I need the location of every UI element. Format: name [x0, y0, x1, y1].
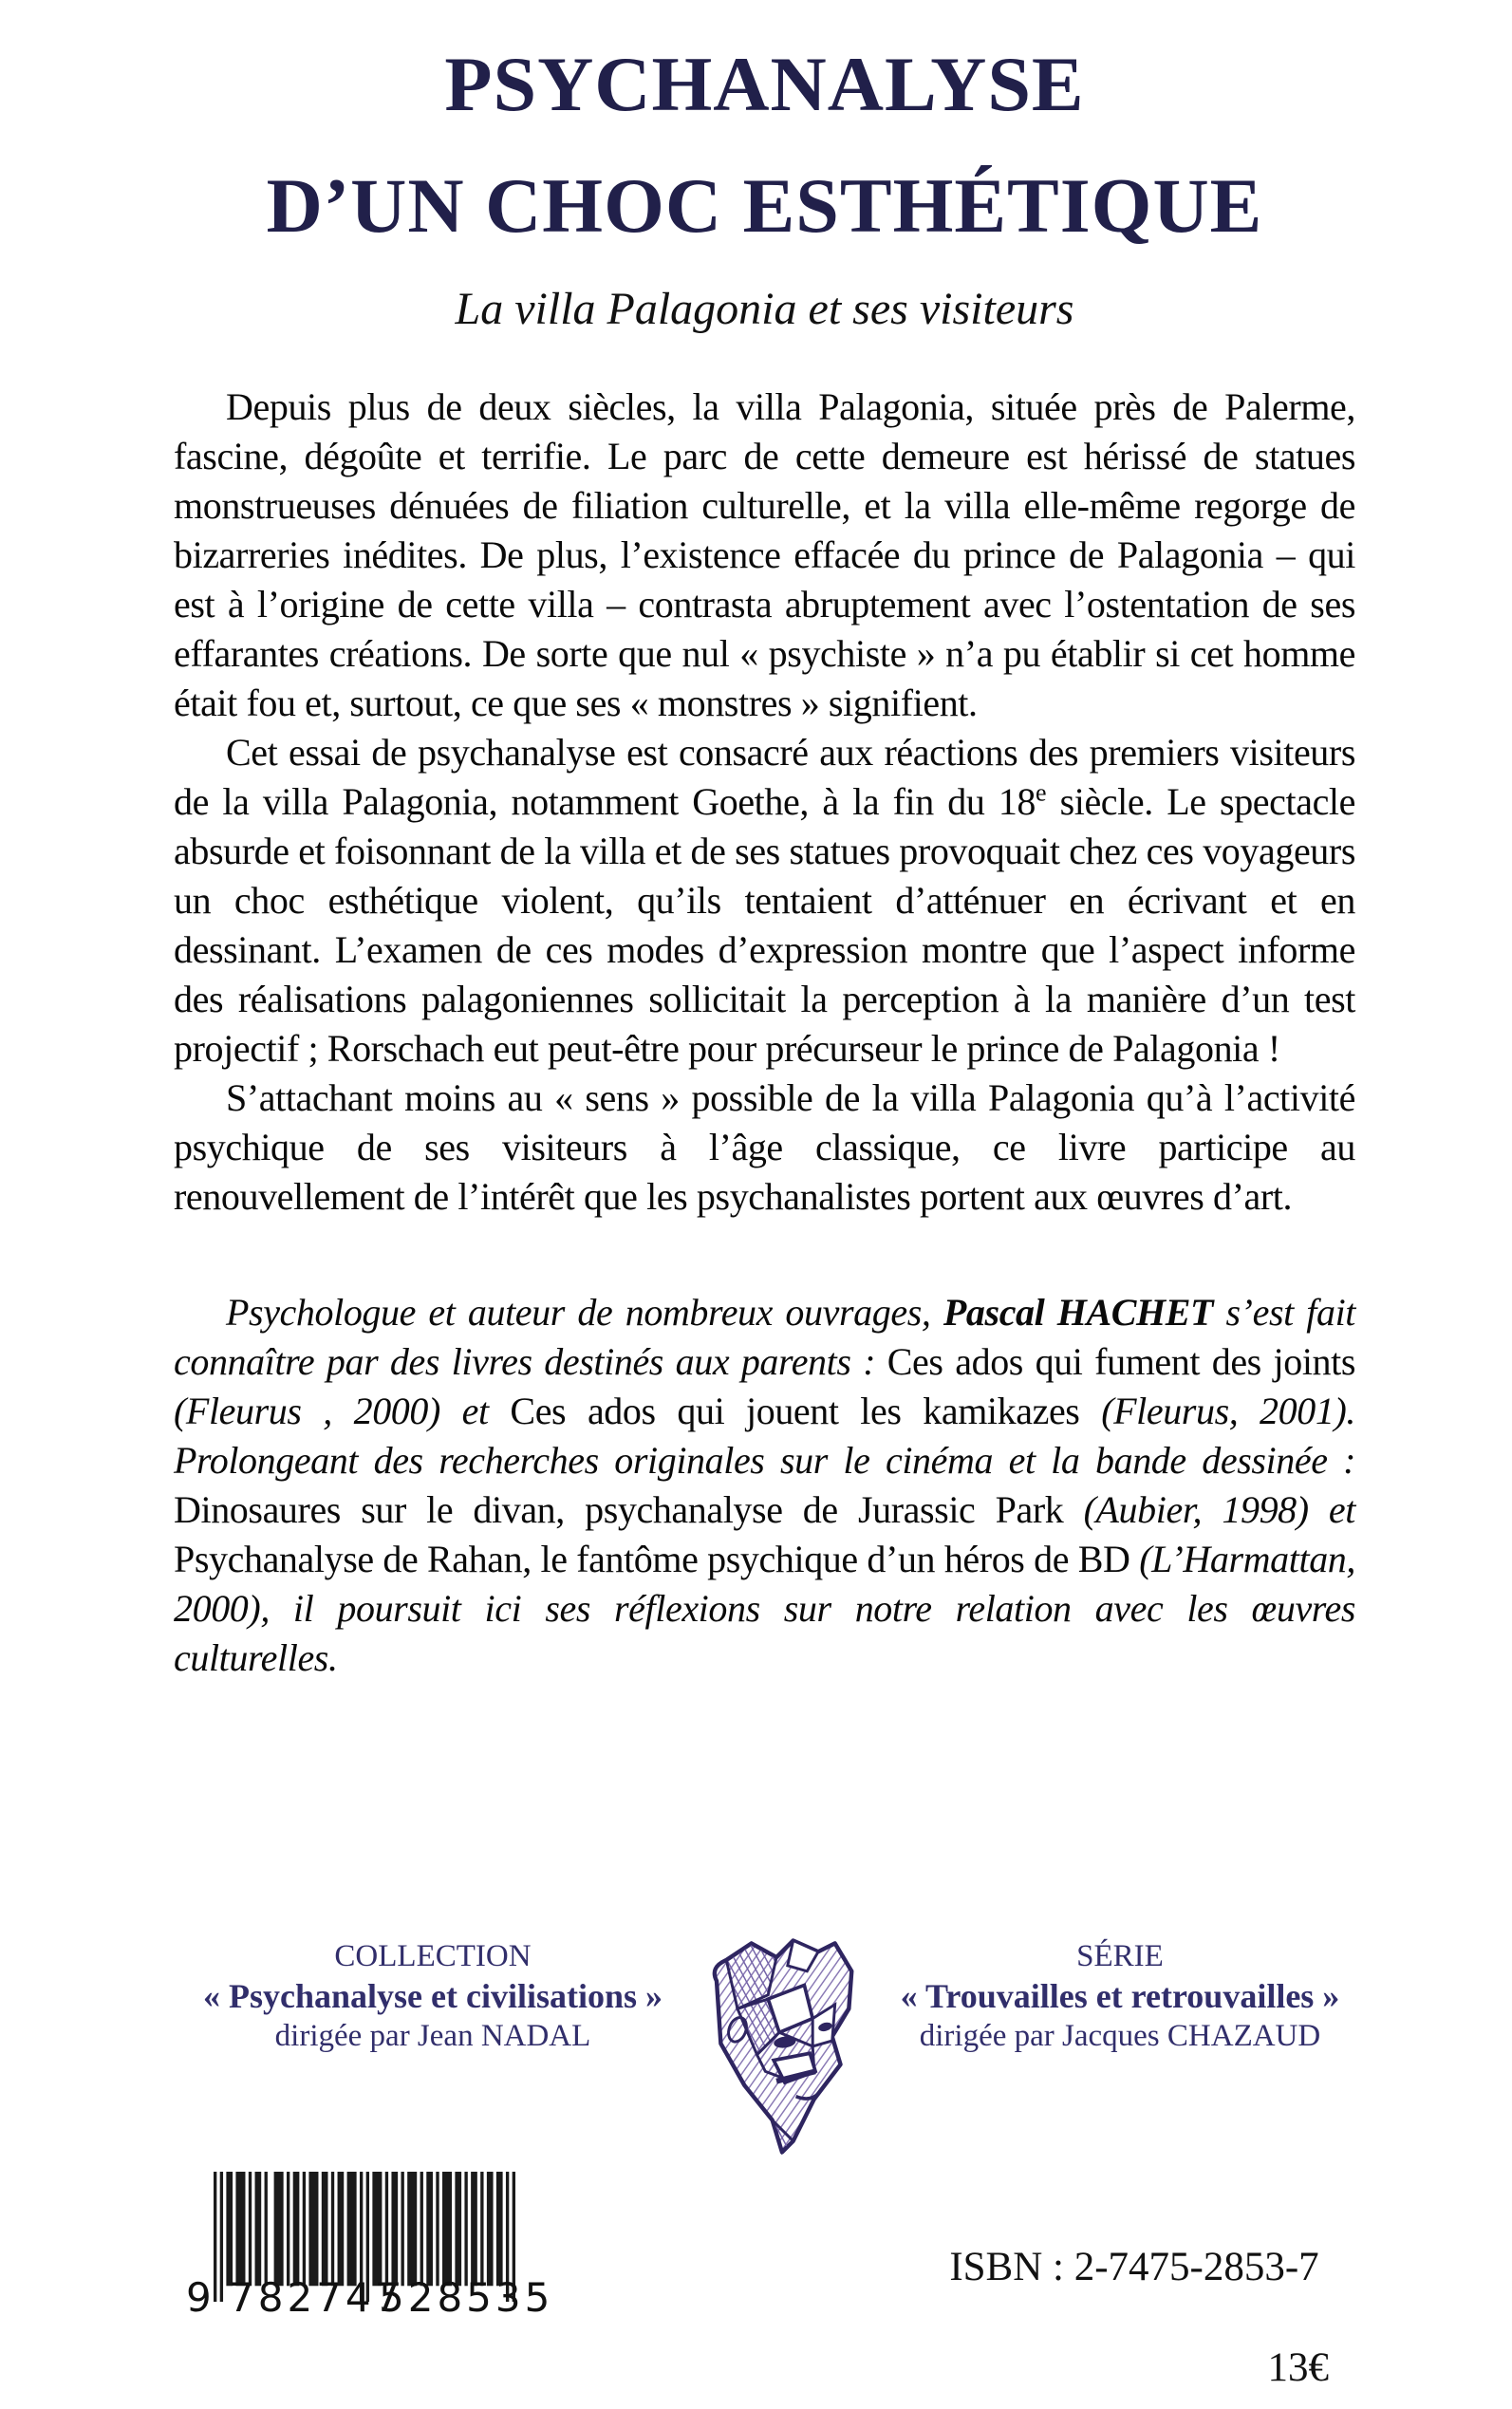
bio-segment: (Fleurus , 2000) et [174, 1390, 511, 1432]
book-reference: Ces ados qui fument des joints [887, 1340, 1356, 1383]
bio-segment: s’est fait connaître par des livres destinés aux parents : [174, 1291, 1355, 1383]
synopsis [174, 383, 1355, 1222]
serie-director: dirigée par Jacques CHAZAUD [919, 2019, 1321, 2053]
bio-segment: (Aubier, 1998) et [1083, 1488, 1355, 1531]
synopsis-paragraph-2 [174, 728, 1355, 1074]
synopsis-paragraph-3: S’attachant moins au « sens » possible de la villa Palagonia qu’à l’activité psychique de ses visiteurs à l’âge classique, ce livre participe au renouvellement de l’intérêt que les psychanalistes portent aux œuvres d’art. [174, 1076, 1355, 1218]
barcode-digit-group: 782747 [229, 2274, 404, 2321]
book-title-line2: D’UN CHOC ESTHÉTIQUE [266, 162, 1263, 249]
cover-text-column [174, 41, 1356, 1683]
lharmattan-logo-icon [696, 1931, 863, 2157]
collection-credit [186, 1936, 680, 2056]
author-bio [174, 1288, 1355, 1683]
synopsis-paragraph-1: Depuis plus de deux siècles, la villa Palagonia, située près de Palerme, fascine, dégoûte et terrifie. Le parc de cette demeure est hérissé de statues monstrueuses dénuées de filiation culturelle, et la villa elle-même regorge de bizarreries inédites. De plus, l’existence effacée du prince de Palagonia – qui est à l’origine de cette villa – contrasta abruptement avec l’ostentation de ses effarantes créations. De sorte que nul « psychiste » n’a pu établir si cet homme était fou et, surtout, ce que ses « monstres » signifient. [174, 385, 1355, 724]
synopsis-paragraph-2-start: Cet essai de psychanalyse est consacré aux réactions des premiers visiteurs de la villa Palagonia, notamment Goethe, à la fin du 18 [174, 731, 1355, 823]
book-title-line1: PSYCHANALYSE [444, 41, 1085, 127]
collection-label: COLLECTION [334, 1939, 532, 1973]
barcode-digit-group: 528535 [379, 2274, 554, 2321]
bio-segment: Psychologue et auteur de nombreux ouvrages, [226, 1291, 943, 1334]
collection-director: dirigée par Jean NADAL [274, 2019, 591, 2053]
isbn-text: ISBN : 2-7475-2853-7 [949, 2245, 1319, 2289]
collection-name: « Psychanalyse et civilisations » [203, 1977, 663, 2015]
ean-barcode [186, 2172, 554, 2343]
author-name: Pascal HACHET [943, 1291, 1214, 1334]
barcode-digit-group: 9 [186, 2274, 212, 2321]
superscript-ordinal: e [1036, 778, 1047, 807]
bio-segment: (L’Harmattan, 2000), il poursuit ici ses réflexions sur notre relation avec les œuvres culturelles. [174, 1538, 1355, 1679]
synopsis-paragraph-2-end: siècle. Le spectacle absurde et foisonnant de la villa et de ses statues provoquait chez ces voyageurs un choc esthétique violent, qu’ils tentaient d’atténuer en écrivant et en dessinant. L’examen de ces modes d’expression montre que l’aspect informe des réalisations palagoniennes sollicitait la perception à la manière d’un test projectif ; Rorschach eut peut-être pour précurseur le prince de Palagonia ! [174, 780, 1355, 1070]
serie-name: « Trouvailles et retrouvailles » [900, 1977, 1340, 2015]
serie-label: SÉRIE [1076, 1939, 1164, 1973]
serie-credit [864, 1936, 1376, 2056]
barcode-digits [186, 2274, 554, 2331]
book-reference: Dinosaures sur le divan, psychanalyse de Jurassic Park [174, 1488, 1084, 1531]
book-reference: Ces ados qui jouent les kamikazes [510, 1390, 1102, 1432]
book-reference: Psychanalyse de Rahan, le fantôme psychique d’un héros de BD [174, 1538, 1140, 1580]
book-subtitle: La villa Palagonia et ses visiteurs [455, 284, 1074, 334]
price-text: 13€ [1267, 2345, 1329, 2390]
bio-segment: (Fleurus, 2001). Prolongeant des recherches originales sur le cinéma et la bande dessinée : [174, 1390, 1355, 1482]
